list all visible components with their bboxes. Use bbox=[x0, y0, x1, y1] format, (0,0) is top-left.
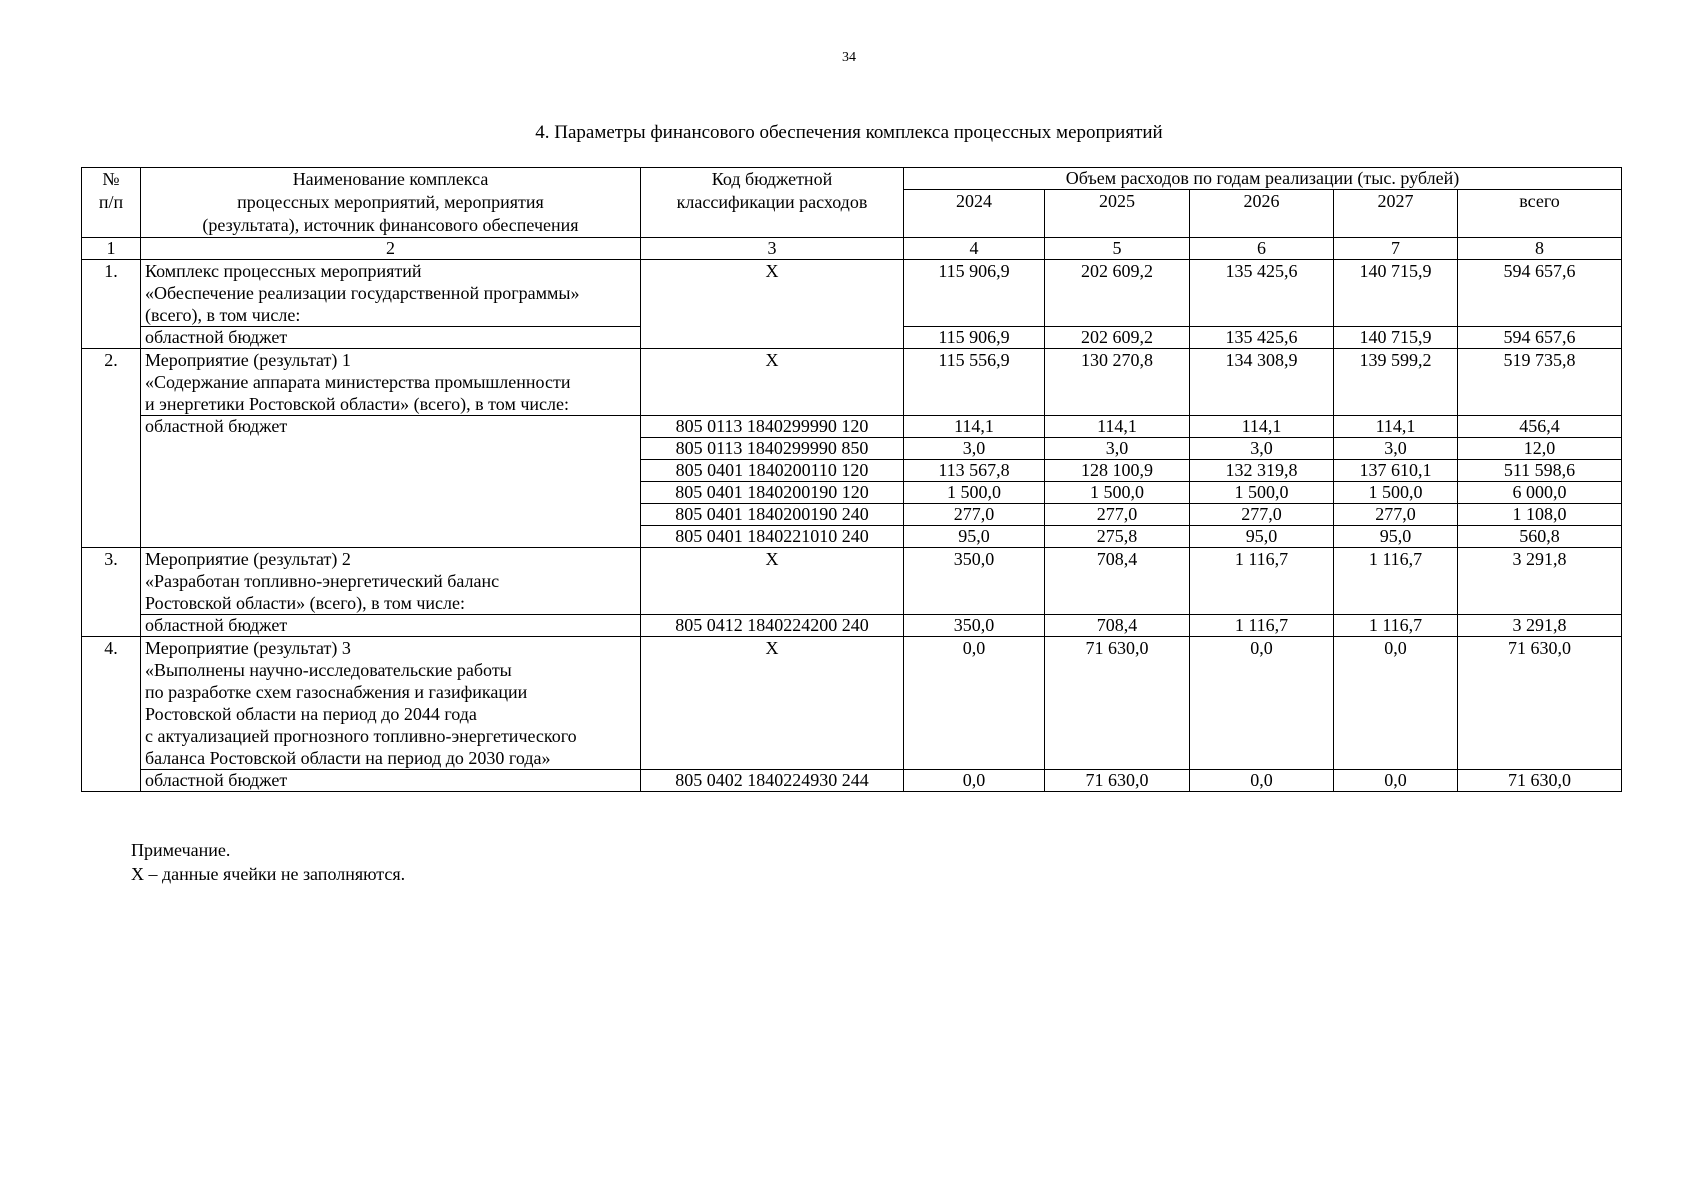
value-total: 594 657,6 bbox=[1458, 260, 1622, 327]
value-2026: 3,0 bbox=[1190, 438, 1334, 460]
row-code: Х bbox=[641, 260, 904, 349]
value-2025: 277,0 bbox=[1045, 504, 1190, 526]
page-number: 34 bbox=[842, 50, 856, 65]
value-2024: 0,0 bbox=[904, 637, 1045, 770]
header-year-2025: 2025 bbox=[1045, 190, 1190, 238]
table-subrow bbox=[82, 770, 1622, 792]
header-num: № п/п bbox=[82, 168, 141, 238]
row-code: Х bbox=[641, 349, 904, 416]
value-2025: 708,4 bbox=[1045, 548, 1190, 615]
funding-source: областной бюджет bbox=[141, 327, 641, 349]
value-2027: 114,1 bbox=[1334, 416, 1458, 438]
value-2026: 132 319,8 bbox=[1190, 460, 1334, 482]
notes bbox=[131, 838, 405, 886]
value-2026: 0,0 bbox=[1190, 637, 1334, 770]
value-2024: 350,0 bbox=[904, 548, 1045, 615]
value-2024: 1 500,0 bbox=[904, 482, 1045, 504]
value-2024: 95,0 bbox=[904, 526, 1045, 548]
notes-heading: Примечание. bbox=[131, 840, 231, 860]
value-2026: 134 308,9 bbox=[1190, 349, 1334, 416]
value-total: 71 630,0 bbox=[1458, 770, 1622, 792]
value-2027: 137 610,1 bbox=[1334, 460, 1458, 482]
row-number: 2. bbox=[82, 349, 141, 548]
budget-code: 805 0401 1840200190 120 bbox=[641, 482, 904, 504]
value-2027: 140 715,9 bbox=[1334, 327, 1458, 349]
table-row bbox=[82, 260, 1622, 327]
col-number: 8 bbox=[1458, 238, 1622, 260]
value-2024: 3,0 bbox=[904, 438, 1045, 460]
row-number: 3. bbox=[82, 548, 141, 637]
col-number: 4 bbox=[904, 238, 1045, 260]
header-year-2024: 2024 bbox=[904, 190, 1045, 238]
value-2025: 71 630,0 bbox=[1045, 770, 1190, 792]
funding-source: областной бюджет bbox=[141, 770, 641, 792]
value-total: 594 657,6 bbox=[1458, 327, 1622, 349]
header-year-2026: 2026 bbox=[1190, 190, 1334, 238]
value-2025: 3,0 bbox=[1045, 438, 1190, 460]
col-number: 5 bbox=[1045, 238, 1190, 260]
value-2025: 202 609,2 bbox=[1045, 260, 1190, 327]
row-name: Мероприятие (результат) 3 «Выполнены научно-исследовательские работы по разработке схем газоснабжения и газификации Ростовской области на период до 2044 года с актуализацией прогнозного топливно-энергетического баланса Ростовской области на период до 2030 года» bbox=[141, 637, 641, 770]
value-total: 3 291,8 bbox=[1458, 615, 1622, 637]
budget-code: 805 0401 1840200110 120 bbox=[641, 460, 904, 482]
header-code: Код бюджетной классификации расходов bbox=[641, 168, 904, 238]
value-2024: 350,0 bbox=[904, 615, 1045, 637]
value-2025: 130 270,8 bbox=[1045, 349, 1190, 416]
table-subrow bbox=[82, 615, 1622, 637]
header-year-2027: 2027 bbox=[1334, 190, 1458, 238]
header-volume: Объем расходов по годам реализации (тыс. рублей) bbox=[904, 168, 1622, 190]
value-2027: 1 116,7 bbox=[1334, 548, 1458, 615]
value-2026: 114,1 bbox=[1190, 416, 1334, 438]
budget-code: 805 0412 1840224200 240 bbox=[641, 615, 904, 637]
value-2026: 95,0 bbox=[1190, 526, 1334, 548]
table-header-row bbox=[82, 168, 1622, 190]
value-2024: 0,0 bbox=[904, 770, 1045, 792]
budget-code: 805 0402 1840224930 244 bbox=[641, 770, 904, 792]
value-2027: 0,0 bbox=[1334, 770, 1458, 792]
value-2027: 0,0 bbox=[1334, 637, 1458, 770]
col-number: 1 bbox=[82, 238, 141, 260]
value-2025: 275,8 bbox=[1045, 526, 1190, 548]
value-2024: 115 906,9 bbox=[904, 260, 1045, 327]
value-2025: 128 100,9 bbox=[1045, 460, 1190, 482]
value-total: 1 108,0 bbox=[1458, 504, 1622, 526]
funding-source: областной бюджет bbox=[141, 416, 641, 548]
value-2024: 115 906,9 bbox=[904, 327, 1045, 349]
table-subrow bbox=[82, 416, 1622, 438]
table-row bbox=[82, 637, 1622, 770]
row-number: 1. bbox=[82, 260, 141, 349]
value-2027: 139 599,2 bbox=[1334, 349, 1458, 416]
row-name: Мероприятие (результат) 1 «Содержание аппарата министерства промышленности и энергетики Ростовской области» (всего), в том числе: bbox=[141, 349, 641, 416]
value-2026: 277,0 bbox=[1190, 504, 1334, 526]
value-total: 12,0 bbox=[1458, 438, 1622, 460]
value-2024: 277,0 bbox=[904, 504, 1045, 526]
value-2025: 71 630,0 bbox=[1045, 637, 1190, 770]
funding-source: областной бюджет bbox=[141, 615, 641, 637]
header-name: Наименование комплекса процессных мероприятий, мероприятия (результата), источник финансового обеспечения bbox=[141, 168, 641, 238]
value-2024: 114,1 bbox=[904, 416, 1045, 438]
header-total: всего bbox=[1458, 190, 1622, 238]
value-2027: 140 715,9 bbox=[1334, 260, 1458, 327]
value-2027: 3,0 bbox=[1334, 438, 1458, 460]
value-2026: 1 116,7 bbox=[1190, 615, 1334, 637]
value-2027: 1 500,0 bbox=[1334, 482, 1458, 504]
table-row bbox=[82, 349, 1622, 416]
value-2024: 113 567,8 bbox=[904, 460, 1045, 482]
value-2025: 708,4 bbox=[1045, 615, 1190, 637]
row-code: Х bbox=[641, 548, 904, 615]
col-number: 7 bbox=[1334, 238, 1458, 260]
column-numbers-row bbox=[82, 238, 1622, 260]
value-total: 6 000,0 bbox=[1458, 482, 1622, 504]
row-code: Х bbox=[641, 637, 904, 770]
row-number: 4. bbox=[82, 637, 141, 792]
value-2026: 135 425,6 bbox=[1190, 327, 1334, 349]
col-number: 2 bbox=[141, 238, 641, 260]
value-total: 511 598,6 bbox=[1458, 460, 1622, 482]
value-2027: 277,0 bbox=[1334, 504, 1458, 526]
value-total: 560,8 bbox=[1458, 526, 1622, 548]
table-row bbox=[82, 548, 1622, 615]
value-2025: 114,1 bbox=[1045, 416, 1190, 438]
budget-code: 805 0113 1840299990 120 bbox=[641, 416, 904, 438]
value-2026: 1 500,0 bbox=[1190, 482, 1334, 504]
value-2027: 1 116,7 bbox=[1334, 615, 1458, 637]
value-total: 71 630,0 bbox=[1458, 637, 1622, 770]
value-total: 3 291,8 bbox=[1458, 548, 1622, 615]
budget-code: 805 0401 1840221010 240 bbox=[641, 526, 904, 548]
col-number: 6 bbox=[1190, 238, 1334, 260]
financing-table bbox=[81, 167, 1622, 792]
col-number: 3 bbox=[641, 238, 904, 260]
value-2026: 0,0 bbox=[1190, 770, 1334, 792]
value-2025: 202 609,2 bbox=[1045, 327, 1190, 349]
value-2026: 1 116,7 bbox=[1190, 548, 1334, 615]
value-2027: 95,0 bbox=[1334, 526, 1458, 548]
section-title: 4. Параметры финансового обеспечения комплекса процессных мероприятий bbox=[535, 122, 1163, 143]
value-2026: 135 425,6 bbox=[1190, 260, 1334, 327]
budget-code: 805 0401 1840200190 240 bbox=[641, 504, 904, 526]
value-2025: 1 500,0 bbox=[1045, 482, 1190, 504]
notes-text: Х – данные ячейки не заполняются. bbox=[131, 864, 406, 884]
budget-code: 805 0113 1840299990 850 bbox=[641, 438, 904, 460]
value-2024: 115 556,9 bbox=[904, 349, 1045, 416]
row-name: Мероприятие (результат) 2 «Разработан топливно-энергетический баланс Ростовской области» (всего), в том числе: bbox=[141, 548, 641, 615]
value-total: 456,4 bbox=[1458, 416, 1622, 438]
value-total: 519 735,8 bbox=[1458, 349, 1622, 416]
row-name: Комплекс процессных мероприятий «Обеспечение реализации государственной программы» (всего), в том числе: bbox=[141, 260, 641, 327]
